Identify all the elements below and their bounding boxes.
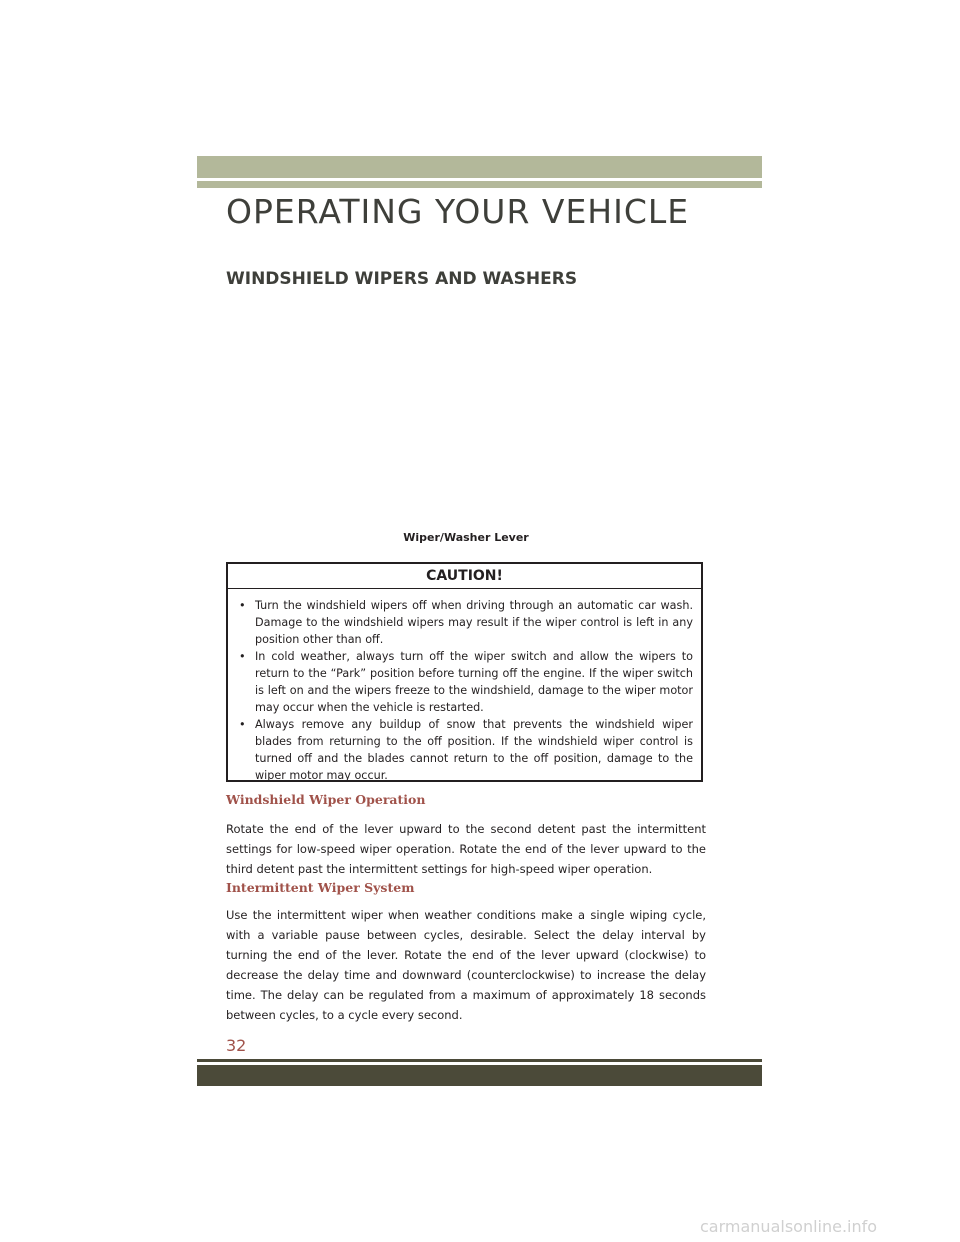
intermittent-heading: Intermittent Wiper System [226, 880, 415, 895]
caution-list [228, 589, 701, 784]
wiper-operation-text: Rotate the end of the lever upward to the second detent past the intermittent settings for low-speed wiper operation. Rotate the end of the lever upward to the third detent past the intermittent settings for high-speed wiper operation. [226, 822, 706, 876]
caution-item [236, 648, 693, 716]
footer-rule [197, 1059, 762, 1062]
wiper-operation-heading: Windshield Wiper Operation [226, 792, 426, 807]
bullet-icon: • [239, 718, 246, 731]
caution-item [236, 597, 693, 648]
bullet-icon: • [239, 599, 246, 612]
figure-caption: Wiper/Washer Lever [403, 531, 529, 544]
caution-box [226, 562, 703, 782]
caution-item-text: Turn the windshield wipers off when driving through an automatic car wash. Damage to the windshield wipers may result if the wiper control is left in any position other than off. [255, 599, 693, 646]
page-number: 32 [226, 1036, 247, 1055]
figure-placeholder [226, 300, 706, 525]
watermark: carmanualsonline.info [700, 1217, 878, 1236]
caution-item [236, 716, 693, 784]
header-rule [197, 181, 762, 188]
bullet-icon: • [239, 650, 246, 663]
section-title: WINDSHIELD WIPERS AND WASHERS [226, 269, 578, 289]
header-bar [197, 156, 762, 178]
caution-item-text: Always remove any buildup of snow that prevents the windshield wiper blades from returning to the off position. If the windshield wiper control is turned off and the blades cannot return to the off position, damage to the wiper motor may occur. [255, 718, 693, 782]
chapter-title: OPERATING YOUR VEHICLE [226, 192, 690, 231]
intermittent-text: Use the intermittent wiper when weather conditions make a single wiping cycle, with a variable pause between cycles, desirable. Select the delay interval by turning the end of the lever. Rotate the end of the lever upward (clockwise) to decrease the delay time and downward (counterclockwise) to increase the delay time. The delay can be regulated from a maximum of approximately 18 seconds between cycles, to a cycle every second. [226, 908, 706, 1022]
footer-bar [197, 1065, 762, 1086]
caution-heading: CAUTION! [228, 564, 701, 589]
caution-item-text: In cold weather, always turn off the wiper switch and allow the wipers to return to the “Park” position before turning off the engine. If the wiper switch is left on and the wipers freeze to the windshield, damage to the wiper motor may occur when the vehicle is restarted. [255, 650, 693, 714]
